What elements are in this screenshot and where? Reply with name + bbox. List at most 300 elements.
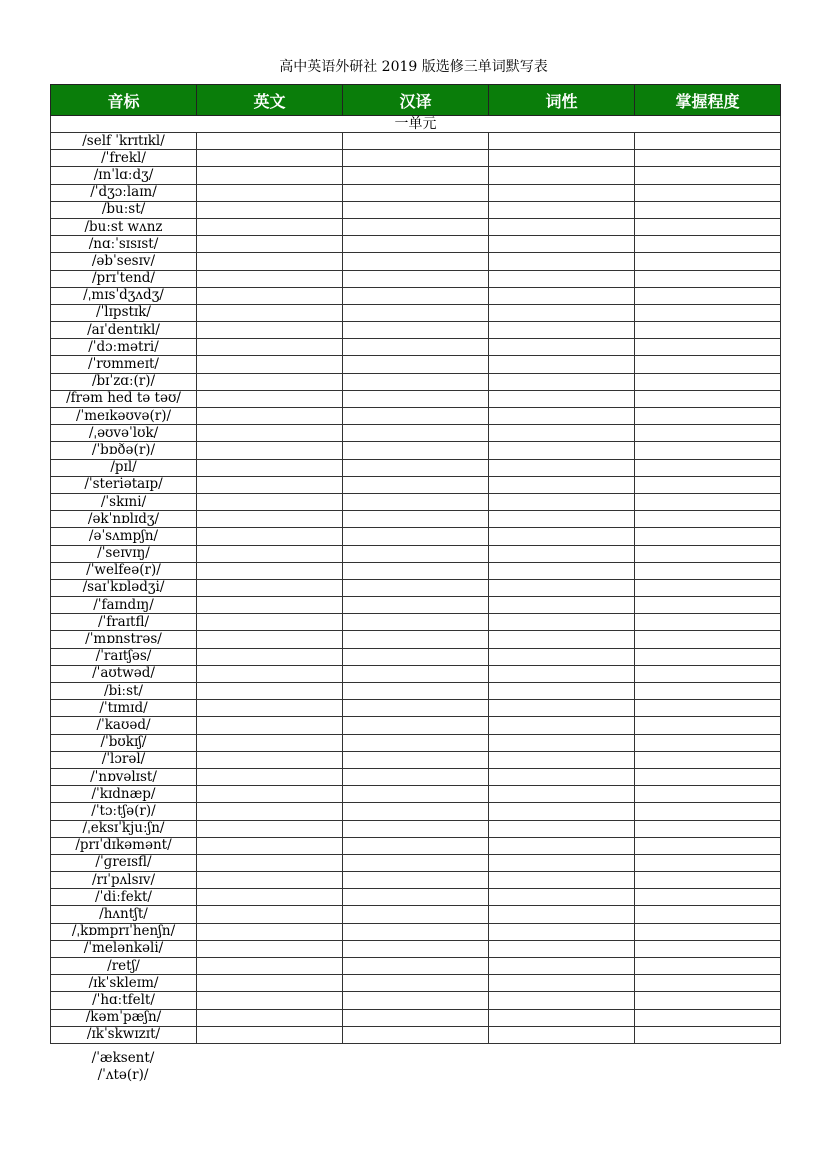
part-of-speech-cell[interactable] — [489, 373, 635, 390]
part-of-speech-cell[interactable] — [489, 923, 635, 940]
english-cell[interactable] — [197, 476, 343, 493]
english-cell[interactable] — [197, 1009, 343, 1026]
chinese-cell[interactable] — [343, 597, 489, 614]
phonetic-cell: /ˈkɪdnæp/ — [51, 786, 197, 803]
table-row — [51, 493, 781, 510]
part-of-speech-cell[interactable] — [489, 631, 635, 648]
mastery-cell[interactable] — [635, 734, 781, 751]
phonetic-cell: /ˌeksɪˈkjuːʃn/ — [51, 820, 197, 837]
phonetic-cell: /ˈmeɪkəʊvə(r)/ — [51, 408, 197, 425]
part-of-speech-cell[interactable] — [489, 562, 635, 579]
table-row — [51, 425, 781, 442]
part-of-speech-cell[interactable] — [489, 958, 635, 975]
english-cell[interactable] — [197, 201, 343, 218]
part-of-speech-cell[interactable] — [489, 150, 635, 167]
chinese-cell[interactable] — [343, 562, 489, 579]
mastery-cell[interactable] — [635, 493, 781, 510]
part-of-speech-cell[interactable] — [489, 390, 635, 407]
chinese-cell[interactable] — [343, 1026, 489, 1043]
chinese-cell[interactable] — [343, 940, 489, 957]
english-cell[interactable] — [197, 511, 343, 528]
mastery-cell[interactable] — [635, 923, 781, 940]
phonetic-cell: /əkˈnɒlɪdʒ/ — [51, 511, 197, 528]
english-cell[interactable] — [197, 717, 343, 734]
english-cell[interactable] — [197, 218, 343, 235]
phonetic-cell: /prɪˈdɪkəmənt/ — [51, 837, 197, 854]
mastery-cell[interactable] — [635, 339, 781, 356]
english-cell[interactable] — [197, 837, 343, 854]
table-row — [51, 562, 781, 579]
table-row — [51, 545, 781, 562]
english-cell[interactable] — [197, 1026, 343, 1043]
part-of-speech-cell[interactable] — [489, 906, 635, 923]
chinese-cell[interactable] — [343, 339, 489, 356]
table-row — [51, 270, 781, 287]
chinese-cell[interactable] — [343, 854, 489, 871]
table-row — [51, 717, 781, 734]
chinese-cell[interactable] — [343, 975, 489, 992]
phonetic-cell: /ˈlɪpstɪk/ — [51, 304, 197, 321]
part-of-speech-cell[interactable] — [489, 872, 635, 889]
phonetic-cell: /ˈbɒðə(r)/ — [51, 442, 197, 459]
part-of-speech-cell[interactable] — [489, 854, 635, 871]
mastery-cell[interactable] — [635, 218, 781, 235]
chinese-cell[interactable] — [343, 820, 489, 837]
mastery-cell[interactable] — [635, 803, 781, 820]
table-row — [51, 786, 781, 803]
english-cell[interactable] — [197, 579, 343, 596]
english-cell[interactable] — [197, 150, 343, 167]
chinese-cell[interactable] — [343, 872, 489, 889]
english-cell[interactable] — [197, 133, 343, 150]
phonetic-cell: /bɪˈzɑː(r)/ — [51, 373, 197, 390]
chinese-cell[interactable] — [343, 768, 489, 785]
english-cell[interactable] — [197, 683, 343, 700]
chinese-cell[interactable] — [343, 133, 489, 150]
part-of-speech-cell[interactable] — [489, 665, 635, 682]
phonetic-cell: /retʃ/ — [51, 958, 197, 975]
part-of-speech-cell[interactable] — [489, 218, 635, 235]
mastery-cell[interactable] — [635, 408, 781, 425]
part-of-speech-cell[interactable] — [489, 184, 635, 201]
phonetic-cell: /ɪkˈskwɪzɪt/ — [51, 1026, 197, 1043]
part-of-speech-cell[interactable] — [489, 304, 635, 321]
part-of-speech-cell[interactable] — [489, 992, 635, 1009]
mastery-cell[interactable] — [635, 906, 781, 923]
phonetic-cell: /self ˈkrɪtɪkl/ — [51, 133, 197, 150]
mastery-cell[interactable] — [635, 1026, 781, 1043]
mastery-cell[interactable] — [635, 511, 781, 528]
part-of-speech-cell[interactable] — [489, 786, 635, 803]
mastery-cell[interactable] — [635, 751, 781, 768]
english-cell[interactable] — [197, 940, 343, 957]
part-of-speech-cell[interactable] — [489, 356, 635, 373]
chinese-cell[interactable] — [343, 751, 489, 768]
english-cell[interactable] — [197, 408, 343, 425]
table-row — [51, 820, 781, 837]
chinese-cell[interactable] — [343, 201, 489, 218]
phonetic-cell: /ˈtɔːtʃə(r)/ — [51, 803, 197, 820]
part-of-speech-cell[interactable] — [489, 133, 635, 150]
part-of-speech-cell[interactable] — [489, 253, 635, 270]
mastery-cell[interactable] — [635, 270, 781, 287]
mastery-cell[interactable] — [635, 322, 781, 339]
chinese-cell[interactable] — [343, 167, 489, 184]
header-chinese: 汉译 — [343, 85, 489, 116]
phonetic-cell: /kəmˈpæʃn/ — [51, 1009, 197, 1026]
mastery-cell[interactable] — [635, 150, 781, 167]
chinese-cell[interactable] — [343, 683, 489, 700]
mastery-cell[interactable] — [635, 854, 781, 871]
chinese-cell[interactable] — [343, 493, 489, 510]
english-cell[interactable] — [197, 442, 343, 459]
chinese-cell[interactable] — [343, 511, 489, 528]
table-row — [51, 579, 781, 596]
table-row — [51, 734, 781, 751]
table-row — [51, 751, 781, 768]
english-cell[interactable] — [197, 665, 343, 682]
phonetic-cell: /rɪˈpʌlsɪv/ — [51, 872, 197, 889]
mastery-cell[interactable] — [635, 820, 781, 837]
table-row — [51, 201, 781, 218]
table-row — [51, 940, 781, 957]
chinese-cell[interactable] — [343, 734, 489, 751]
mastery-cell[interactable] — [635, 1009, 781, 1026]
english-cell[interactable] — [197, 425, 343, 442]
english-cell[interactable] — [197, 339, 343, 356]
table-row — [51, 150, 781, 167]
mastery-cell[interactable] — [635, 889, 781, 906]
table-row — [51, 683, 781, 700]
english-cell[interactable] — [197, 287, 343, 304]
mastery-cell[interactable] — [635, 425, 781, 442]
phonetic-cell: /buːst/ — [51, 201, 197, 218]
english-cell[interactable] — [197, 631, 343, 648]
phonetic-cell: /biːst/ — [51, 683, 197, 700]
part-of-speech-cell[interactable] — [489, 545, 635, 562]
english-cell[interactable] — [197, 992, 343, 1009]
mastery-cell[interactable] — [635, 528, 781, 545]
table-row — [51, 872, 781, 889]
part-of-speech-cell[interactable] — [489, 940, 635, 957]
mastery-cell[interactable] — [635, 579, 781, 596]
part-of-speech-cell[interactable] — [489, 614, 635, 631]
phonetic-cell: /ˈnɒvəlɪst/ — [51, 768, 197, 785]
header-phonetic: 音标 — [51, 85, 197, 116]
mastery-cell[interactable] — [635, 683, 781, 700]
chinese-cell[interactable] — [343, 665, 489, 682]
table-row — [51, 133, 781, 150]
table-row — [51, 218, 781, 235]
table-row — [51, 442, 781, 459]
mastery-cell[interactable] — [635, 768, 781, 785]
mastery-cell[interactable] — [635, 476, 781, 493]
chinese-cell[interactable] — [343, 631, 489, 648]
english-cell[interactable] — [197, 253, 343, 270]
mastery-cell[interactable] — [635, 545, 781, 562]
part-of-speech-cell[interactable] — [489, 442, 635, 459]
mastery-cell[interactable] — [635, 184, 781, 201]
header-part-of-speech: 词性 — [489, 85, 635, 116]
part-of-speech-cell[interactable] — [489, 270, 635, 287]
chinese-cell[interactable] — [343, 803, 489, 820]
mastery-cell[interactable] — [635, 253, 781, 270]
english-cell[interactable] — [197, 493, 343, 510]
mastery-cell[interactable] — [635, 201, 781, 218]
chinese-cell[interactable] — [343, 528, 489, 545]
part-of-speech-cell[interactable] — [489, 1009, 635, 1026]
mastery-cell[interactable] — [635, 700, 781, 717]
table-row — [51, 1026, 781, 1043]
mastery-cell[interactable] — [635, 665, 781, 682]
phonetic-cell: /ˈbʊkɪʃ/ — [51, 734, 197, 751]
english-cell[interactable] — [197, 356, 343, 373]
english-cell[interactable] — [197, 597, 343, 614]
english-cell[interactable] — [197, 734, 343, 751]
part-of-speech-cell[interactable] — [489, 511, 635, 528]
chinese-cell[interactable] — [343, 322, 489, 339]
page-title: 高中英语外研社 2019 版选修三单词默写表 — [279, 59, 548, 75]
unit-label: 一单元 — [51, 116, 781, 133]
mastery-cell[interactable] — [635, 287, 781, 304]
english-cell[interactable] — [197, 184, 343, 201]
english-cell[interactable] — [197, 390, 343, 407]
part-of-speech-cell[interactable] — [489, 648, 635, 665]
english-cell[interactable] — [197, 820, 343, 837]
english-cell[interactable] — [197, 373, 343, 390]
mastery-cell[interactable] — [635, 133, 781, 150]
phonetic-cell: /ˈhɑːtfelt/ — [51, 992, 197, 1009]
chinese-cell[interactable] — [343, 579, 489, 596]
chinese-cell[interactable] — [343, 236, 489, 253]
phonetic-cell: /ˈtɪmɪd/ — [51, 700, 197, 717]
table-row — [51, 700, 781, 717]
english-cell[interactable] — [197, 167, 343, 184]
chinese-cell[interactable] — [343, 287, 489, 304]
chinese-cell[interactable] — [343, 786, 489, 803]
mastery-cell[interactable] — [635, 872, 781, 889]
english-cell[interactable] — [197, 562, 343, 579]
mastery-cell[interactable] — [635, 459, 781, 476]
chinese-cell[interactable] — [343, 545, 489, 562]
mastery-cell[interactable] — [635, 236, 781, 253]
phonetic-cell: /ˈmelənkəli/ — [51, 940, 197, 957]
part-of-speech-cell[interactable] — [489, 700, 635, 717]
part-of-speech-cell[interactable] — [489, 459, 635, 476]
mastery-cell[interactable] — [635, 992, 781, 1009]
english-cell[interactable] — [197, 958, 343, 975]
table-row — [51, 992, 781, 1009]
table-row — [51, 304, 781, 321]
phonetic-cell: /ˈfrekl/ — [51, 150, 197, 167]
chinese-cell[interactable] — [343, 889, 489, 906]
english-cell[interactable] — [197, 889, 343, 906]
mastery-cell[interactable] — [635, 631, 781, 648]
phonetic-cell: /ˌəʊvəˈlʊk/ — [51, 425, 197, 442]
part-of-speech-cell[interactable] — [489, 717, 635, 734]
phonetic-cell: /ˈdʒɔːlaɪn/ — [51, 184, 197, 201]
chinese-cell[interactable] — [343, 717, 489, 734]
part-of-speech-cell[interactable] — [489, 683, 635, 700]
part-of-speech-cell[interactable] — [489, 425, 635, 442]
table-row — [51, 975, 781, 992]
table-row — [51, 236, 781, 253]
phonetic-cell: /ˈaʊtwəd/ — [51, 665, 197, 682]
header-mastery: 掌握程度 — [635, 85, 781, 116]
chinese-cell[interactable] — [343, 218, 489, 235]
english-cell[interactable] — [197, 803, 343, 820]
chinese-cell[interactable] — [343, 390, 489, 407]
phonetic-cell: /ˈmɒnstrəs/ — [51, 631, 197, 648]
mastery-cell[interactable] — [635, 304, 781, 321]
part-of-speech-cell[interactable] — [489, 803, 635, 820]
mastery-cell[interactable] — [635, 958, 781, 975]
table-row — [51, 768, 781, 785]
part-of-speech-cell[interactable] — [489, 493, 635, 510]
english-cell[interactable] — [197, 751, 343, 768]
english-cell[interactable] — [197, 236, 343, 253]
chinese-cell[interactable] — [343, 837, 489, 854]
overflow-phonetic: /ˈæksent/ — [91, 1050, 155, 1066]
chinese-cell[interactable] — [343, 356, 489, 373]
mastery-cell[interactable] — [635, 597, 781, 614]
mastery-cell[interactable] — [635, 442, 781, 459]
part-of-speech-cell[interactable] — [489, 476, 635, 493]
mastery-cell[interactable] — [635, 717, 781, 734]
mastery-cell[interactable] — [635, 940, 781, 957]
chinese-cell[interactable] — [343, 442, 489, 459]
part-of-speech-cell[interactable] — [489, 339, 635, 356]
chinese-cell[interactable] — [343, 408, 489, 425]
part-of-speech-cell[interactable] — [489, 597, 635, 614]
chinese-cell[interactable] — [343, 373, 489, 390]
chinese-cell[interactable] — [343, 270, 489, 287]
chinese-cell[interactable] — [343, 958, 489, 975]
phonetic-cell: /əˈsʌmpʃn/ — [51, 528, 197, 545]
english-cell[interactable] — [197, 459, 343, 476]
phonetic-cell: /hʌntʃt/ — [51, 906, 197, 923]
english-cell[interactable] — [197, 648, 343, 665]
header-english: 英文 — [197, 85, 343, 116]
mastery-cell[interactable] — [635, 975, 781, 992]
mastery-cell[interactable] — [635, 390, 781, 407]
part-of-speech-cell[interactable] — [489, 734, 635, 751]
part-of-speech-cell[interactable] — [489, 287, 635, 304]
table-row — [51, 597, 781, 614]
english-cell[interactable] — [197, 923, 343, 940]
english-cell[interactable] — [197, 322, 343, 339]
part-of-speech-cell[interactable] — [489, 751, 635, 768]
part-of-speech-cell[interactable] — [489, 579, 635, 596]
chinese-cell[interactable] — [343, 459, 489, 476]
table-row — [51, 287, 781, 304]
phonetic-cell: /frəm hed tə təʊ/ — [51, 390, 197, 407]
chinese-cell[interactable] — [343, 700, 489, 717]
english-cell[interactable] — [197, 906, 343, 923]
chinese-cell[interactable] — [343, 253, 489, 270]
table-row — [51, 665, 781, 682]
phonetic-cell: /ˈseɪvɪŋ/ — [51, 545, 197, 562]
mastery-cell[interactable] — [635, 786, 781, 803]
chinese-cell[interactable] — [343, 614, 489, 631]
part-of-speech-cell[interactable] — [489, 768, 635, 785]
table-row — [51, 459, 781, 476]
phonetic-cell: /ˌkɒmprɪˈhenʃn/ — [51, 923, 197, 940]
part-of-speech-cell[interactable] — [489, 889, 635, 906]
chinese-cell[interactable] — [343, 648, 489, 665]
part-of-speech-cell[interactable] — [489, 167, 635, 184]
table-row — [51, 528, 781, 545]
english-cell[interactable] — [197, 270, 343, 287]
chinese-cell[interactable] — [343, 1009, 489, 1026]
phonetic-cell: /ˈlɔrəl/ — [51, 751, 197, 768]
phonetic-cell: /ɪnˈlɑːdʒ/ — [51, 167, 197, 184]
english-cell[interactable] — [197, 872, 343, 889]
table-row — [51, 1009, 781, 1026]
mastery-cell[interactable] — [635, 562, 781, 579]
english-cell[interactable] — [197, 854, 343, 871]
phonetic-cell: /əbˈsesɪv/ — [51, 253, 197, 270]
header-row — [51, 85, 781, 116]
mastery-cell[interactable] — [635, 614, 781, 631]
mastery-cell[interactable] — [635, 167, 781, 184]
english-cell[interactable] — [197, 614, 343, 631]
english-cell[interactable] — [197, 545, 343, 562]
chinese-cell[interactable] — [343, 992, 489, 1009]
table-row — [51, 958, 781, 975]
part-of-speech-cell[interactable] — [489, 528, 635, 545]
part-of-speech-cell[interactable] — [489, 975, 635, 992]
table-row — [51, 373, 781, 390]
mastery-cell[interactable] — [635, 356, 781, 373]
part-of-speech-cell[interactable] — [489, 837, 635, 854]
phonetic-cell: /nɑːˈsɪsɪst/ — [51, 236, 197, 253]
table-row — [51, 167, 781, 184]
table-row — [51, 408, 781, 425]
part-of-speech-cell[interactable] — [489, 201, 635, 218]
table-row — [51, 356, 781, 373]
chinese-cell[interactable] — [343, 150, 489, 167]
table-row — [51, 889, 781, 906]
phonetic-cell: /ˈraɪtʃəs/ — [51, 648, 197, 665]
part-of-speech-cell[interactable] — [489, 1026, 635, 1043]
chinese-cell[interactable] — [343, 923, 489, 940]
part-of-speech-cell[interactable] — [489, 408, 635, 425]
chinese-cell[interactable] — [343, 906, 489, 923]
chinese-cell[interactable] — [343, 425, 489, 442]
part-of-speech-cell[interactable] — [489, 322, 635, 339]
english-cell[interactable] — [197, 975, 343, 992]
phonetic-cell: /ˈfaɪndɪŋ/ — [51, 597, 197, 614]
table-row — [51, 906, 781, 923]
english-cell[interactable] — [197, 768, 343, 785]
mastery-cell[interactable] — [635, 837, 781, 854]
part-of-speech-cell[interactable] — [489, 820, 635, 837]
english-cell[interactable] — [197, 700, 343, 717]
phonetic-cell: /prɪˈtend/ — [51, 270, 197, 287]
mastery-cell[interactable] — [635, 648, 781, 665]
english-cell[interactable] — [197, 528, 343, 545]
english-cell[interactable] — [197, 304, 343, 321]
table-row — [51, 390, 781, 407]
mastery-cell[interactable] — [635, 373, 781, 390]
part-of-speech-cell[interactable] — [489, 236, 635, 253]
table-row — [51, 184, 781, 201]
chinese-cell[interactable] — [343, 304, 489, 321]
chinese-cell[interactable] — [343, 184, 489, 201]
english-cell[interactable] — [197, 786, 343, 803]
chinese-cell[interactable] — [343, 476, 489, 493]
